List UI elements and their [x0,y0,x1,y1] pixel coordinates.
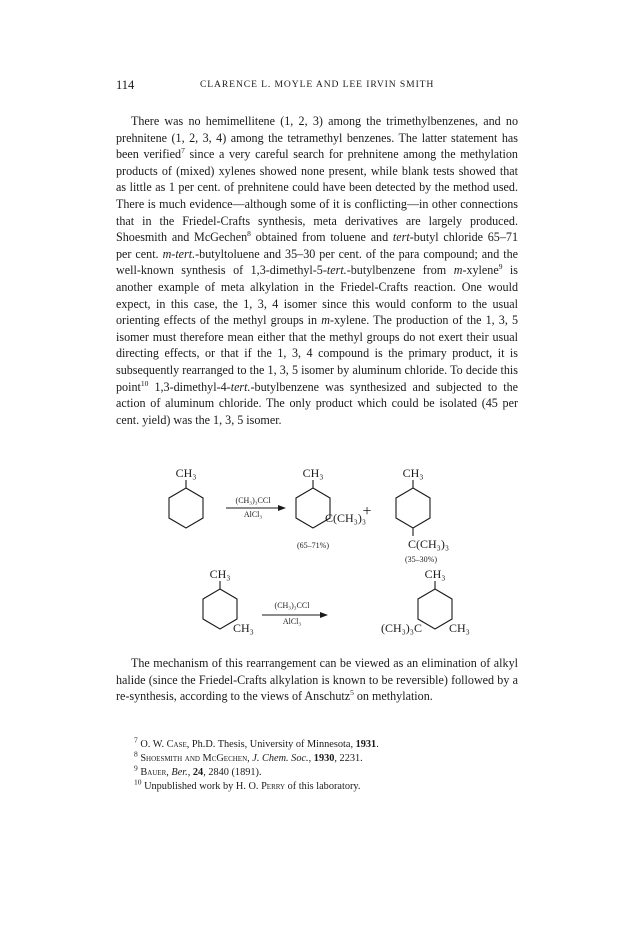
yield-label: (35–30%) [405,555,437,564]
footnote-ref-7: 7 [181,146,185,156]
footnote-8: $^8$ Shoesmith and McGechen, J. Chem. Soc., 1930, 2231. [134,749,363,764]
arrow-head-1 [278,505,286,511]
footnote-ref-10: 10 [140,378,149,388]
paragraph-2: The mechanism of this rearrangement can be viewed as an elimination of alkyl halide (since the Friedel-Crafts alkylation is known to be reversible) followed by a re-synthesis, according to the views of Anschutz$^5$ on methylation. [116,656,518,704]
body-text-2 [116,655,518,705]
yield-label: (65–71%) [297,541,329,550]
reagent-label: (CH₃)₃CCl [235,496,271,505]
footnote-ref-5: 5 [350,688,354,698]
benzene-ring-reactant-2 [203,589,237,629]
footnote-7: $^7$ O. W. Case, Ph.D. Thesis, University of Minnesota, 1931. [134,735,379,750]
footnote-9: $^9$ Bauer, Ber., 24, 2840 (1891). [134,763,262,778]
catalyst-label: AlCl₃ [243,510,263,519]
catalyst-label: AlCl₃ [282,617,302,626]
page-number: 114 [116,78,135,92]
footnote-ref-8: 8 [247,229,251,239]
methyl-label: CH₃ [449,621,470,635]
tert-butyl-substituent: C(CH₃)₃ [408,537,450,551]
tert-butyl-substituent: (CH₃)₃C [380,621,422,635]
running-head: CLARENCE L. MOYLE AND LEE IRVIN SMITH [200,79,435,90]
methyl-label: CH₃ [302,466,324,480]
methyl-label: CH₃ [233,621,254,635]
benzene-ring-product-2 [418,589,452,629]
arrow-head-2 [320,612,328,618]
paragraph-1: There was no hemimellitene (1, 2, 3) among the trimethylbenzenes, and no prehnitene (1, 2, 3, 4) among the tetramethyl benzenes. The latter statement has been verified$^7$ since a very careful search for prehnitene among the methylation products of (mixed) xylenes showed none present, while blank tests showed that as little as 1 per cent. of prehnitene could have been detected by the method used. There is much evidence—although some of it is conflicting—in other connections that in the Friedel-Crafts synthesis, meta derivatives are largely produced. Shoesmith and McGechen$^8$ obtained from toluene and tert-butyl chloride 65–71 per cent. m-tert.-butyltoluene and 35–30 per cent. of the para compound; and the well-known synthesis of 1,3-dimethyl-5-tert.-butylbenzene from m-xylene$^9$ is another example of meta alkylation in the Friedel-Crafts reaction. One would expect, in this case, the 1, 3, 4 isomer since this would conform to the usual orienting effects of the methyl groups in m-xylene. The production of the 1, 3, 5 isomer must therefore mean either that the methyl groups do not exert their usual directing effects, or that if the 1, 3, 4 compound is the primary product, it is subsequently rearranged to the 1, 3, 5 isomer by aluminum chloride. To decide this point$^{10}$ 1,3-dimethyl-4-tert.-butylbenzene was synthesized and subjected to the action of aluminum chloride. The only product which could be isolated (45 per cent. yield) was the 1, 3, 5 isomer. [116,114,519,427]
reagent-label: (CH₃)₃CCl [274,601,310,610]
benzene-ring-para-product [396,488,430,528]
tert-butyl-substituent: C(CH₃)₃ [325,511,367,525]
plus-sign: + [362,503,372,520]
methyl-label: CH₃ [402,466,424,480]
footnote-10: $^{10}$ Unpublished work by H. O. Perry of this laboratory. [134,777,361,792]
methyl-label: CH₃ [424,567,446,581]
benzene-ring-toluene [169,488,203,528]
methyl-label: CH₃ [175,466,197,480]
footnote-ref-9: 9 [498,262,503,272]
methyl-label: CH₃ [209,567,231,581]
